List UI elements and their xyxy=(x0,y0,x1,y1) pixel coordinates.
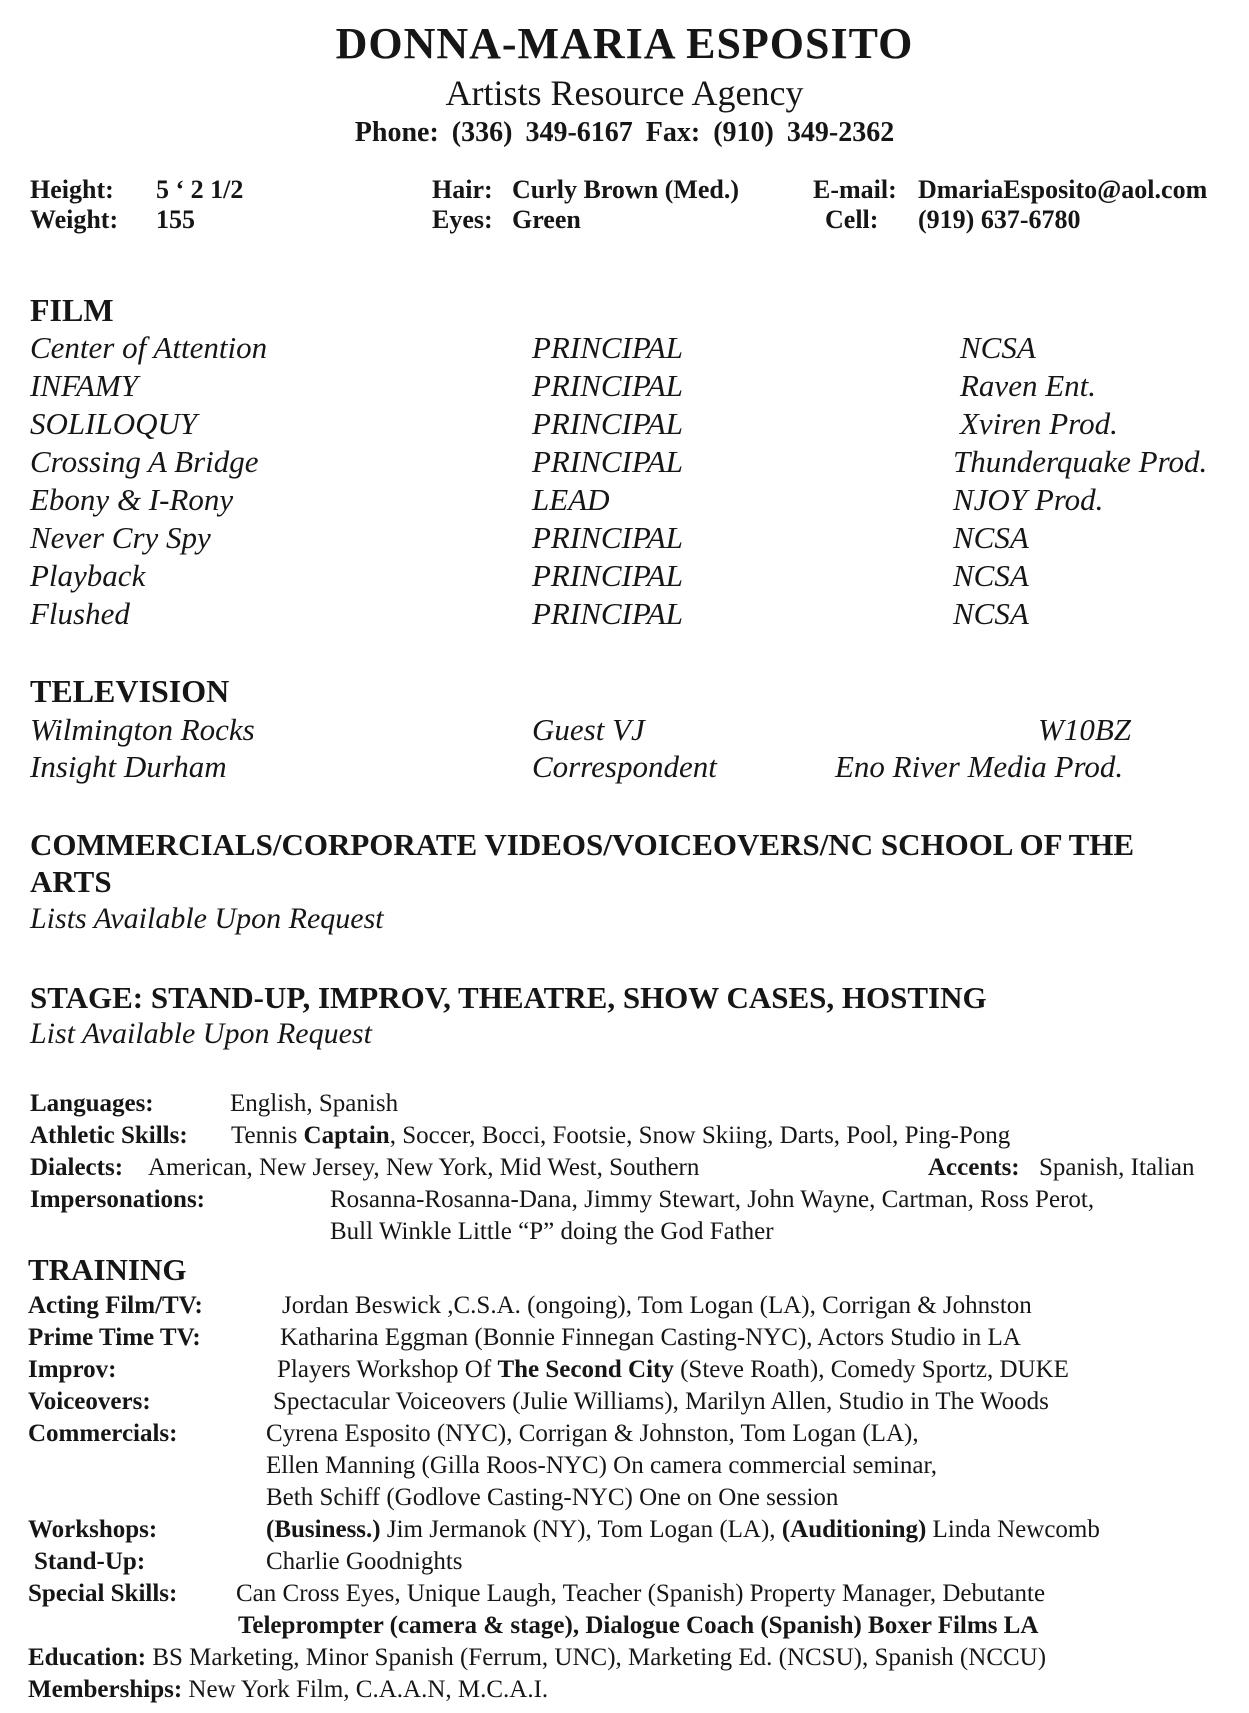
commercials-heading-continued: ARTS xyxy=(30,864,112,899)
special-skills-label: Special Skills: xyxy=(28,1580,178,1607)
special-skills-value-2: Teleprompter (camera & stage), Dialogue Coach (Spanish) Boxer Films LA xyxy=(238,1612,1039,1639)
cell-label: Cell: xyxy=(825,205,879,234)
memberships-row xyxy=(28,1676,548,1704)
agency-name: Artists Resource Agency xyxy=(445,73,804,113)
film-company: NJOY Prod. xyxy=(953,482,1104,517)
film-company: NCSA xyxy=(960,330,1036,365)
acting-label: Acting Film/TV: xyxy=(28,1292,203,1319)
film-role: PRINCIPAL xyxy=(532,444,683,479)
film-title: SOLILOQUY xyxy=(30,406,198,441)
film-role: PRINCIPAL xyxy=(532,406,683,441)
impersonations-label: Impersonations: xyxy=(30,1186,206,1213)
education-row xyxy=(28,1644,1046,1672)
height-label: Height: xyxy=(30,175,114,204)
athletic-captain: Captain xyxy=(303,1122,390,1149)
film-title: INFAMY xyxy=(30,368,138,403)
dialects-value: American, New Jersey, New York, Mid West, Southern xyxy=(148,1154,700,1181)
voiceovers-label: Voiceovers: xyxy=(28,1388,151,1415)
contact-line xyxy=(0,117,1249,149)
film-role: PRINCIPAL xyxy=(532,596,683,631)
film-title: Never Cry Spy xyxy=(30,520,211,555)
improv-second-city: The Second City xyxy=(497,1356,674,1383)
standup-value: Charlie Goodnights xyxy=(266,1548,463,1575)
hair-value: Curly Brown (Med.) xyxy=(512,175,740,204)
workshops-auditioning: (Auditioning) xyxy=(781,1516,927,1543)
education-value: BS Marketing, Minor Spanish (Ferrum, UNC), Marketing Ed. (NCSU), Spanish (NCCU) xyxy=(152,1644,1047,1671)
film-company: NCSA xyxy=(953,558,1029,593)
film-company: Thunderquake Prod. xyxy=(953,444,1208,479)
languages-value: English, Spanish xyxy=(230,1090,399,1117)
improv-text: Players Workshop Of xyxy=(277,1356,498,1383)
fax-number: (910) 349-2362 xyxy=(713,117,895,148)
improv-label: Improv: xyxy=(28,1356,117,1383)
athletic-label: Athletic Skills: xyxy=(30,1122,188,1149)
actor-name: DONNA-MARIA ESPOSITO xyxy=(335,19,914,68)
memberships-label: Memberships: xyxy=(28,1676,183,1703)
standup-label: Stand-Up: xyxy=(34,1548,146,1575)
film-company: NCSA xyxy=(953,520,1029,555)
height-value: 5 ‘ 2 1/2 xyxy=(156,175,244,204)
hair-label: Hair: xyxy=(432,175,493,204)
accents-value: Spanish, Italian xyxy=(1039,1154,1195,1181)
film-role: PRINCIPAL xyxy=(532,558,683,593)
email-label: E-mail: xyxy=(813,175,897,204)
commercials-training-value-3: Beth Schiff (Godlove Casting-NYC) One on One session xyxy=(266,1484,839,1511)
weight-label: Weight: xyxy=(30,205,119,234)
education-label: Education: xyxy=(28,1644,147,1671)
fax-label: Fax: xyxy=(645,117,701,148)
special-skills-value: Can Cross Eyes, Unique Laugh, Teacher (Spanish) Property Manager, Debutante xyxy=(236,1580,1046,1607)
commercials-training-value: Cyrena Esposito (NYC), Corrigan & Johnston, Tom Logan (LA), xyxy=(266,1420,919,1447)
accents-label: Accents: xyxy=(928,1154,1020,1181)
voiceovers-value: Spectacular Voiceovers (Julie Williams), Marilyn Allen, Studio in The Woods xyxy=(273,1388,1049,1415)
film-role: PRINCIPAL xyxy=(532,368,683,403)
tv-company: Eno River Media Prod. xyxy=(835,749,1124,784)
commercials-training-value-2: Ellen Manning (Gilla Roos-NYC) On camera commercial seminar, xyxy=(266,1452,938,1479)
tv-title: Insight Durham xyxy=(30,749,227,784)
cell-value: (919) 637-6780 xyxy=(918,205,1081,234)
dialects-label: Dialects: xyxy=(30,1154,124,1181)
film-role: PRINCIPAL xyxy=(532,520,683,555)
film-heading: FILM xyxy=(30,292,114,328)
stage-heading: STAGE: STAND-UP, IMPROV, THEATRE, SHOW CASES, HOSTING xyxy=(30,980,987,1015)
primetime-label: Prime Time TV: xyxy=(28,1324,201,1351)
training-heading: TRAINING xyxy=(28,1252,187,1287)
improv-value xyxy=(277,1356,1069,1384)
film-company: NCSA xyxy=(953,596,1029,631)
workshops-value xyxy=(266,1516,1100,1544)
commercials-heading: COMMERCIALS/CORPORATE VIDEOS/VOICEOVERS/NC SCHOOL OF THE xyxy=(30,827,1135,862)
eyes-value: Green xyxy=(512,205,581,234)
athletic-value xyxy=(231,1122,1010,1150)
film-title: Playback xyxy=(30,558,146,593)
workshops-text-rest: Linda Newcomb xyxy=(926,1516,1100,1543)
languages-label: Languages: xyxy=(30,1090,154,1117)
impersonations-value-continued: Bull Winkle Little “P” doing the God Father xyxy=(330,1218,774,1245)
film-role: PRINCIPAL xyxy=(532,330,683,365)
improv-text-rest: (Steve Roath), Comedy Sportz, DUKE xyxy=(673,1356,1069,1383)
film-role: LEAD xyxy=(532,482,610,517)
workshops-text: Jim Jermanok (NY), Tom Logan (LA), xyxy=(380,1516,782,1543)
phone-label: Phone: xyxy=(354,117,439,148)
primetime-value: Katharina Eggman (Bonnie Finnegan Casting-NYC), Actors Studio in LA xyxy=(280,1324,1021,1351)
film-company: Xviren Prod. xyxy=(960,406,1118,441)
stage-note: List Available Upon Request xyxy=(30,1017,372,1050)
tv-role: Correspondent xyxy=(532,749,717,784)
tv-company: W10BZ xyxy=(1038,712,1131,747)
phone-number: (336) 349-6167 xyxy=(451,117,633,148)
film-title: Ebony & I-Rony xyxy=(30,482,234,517)
film-title: Crossing A Bridge xyxy=(30,444,259,479)
tv-title: Wilmington Rocks xyxy=(30,712,255,747)
workshops-label: Workshops: xyxy=(28,1516,158,1543)
film-company: Raven Ent. xyxy=(960,368,1097,403)
commercials-training-label: Commercials: xyxy=(28,1420,178,1447)
film-title: Center of Attention xyxy=(30,330,268,365)
television-heading: TELEVISION xyxy=(30,673,230,709)
athletic-text-rest: , Soccer, Bocci, Footsie, Snow Skiing, Darts, Pool, Ping-Pong xyxy=(389,1122,1011,1149)
workshops-business: (Business.) xyxy=(266,1516,381,1543)
tv-role: Guest VJ xyxy=(532,712,645,747)
athletic-text: Tennis xyxy=(231,1122,304,1149)
commercials-note: Lists Available Upon Request xyxy=(30,902,384,935)
acting-value: Jordan Beswick ,C.S.A. (ongoing), Tom Logan (LA), Corrigan & Johnston xyxy=(282,1292,1032,1319)
eyes-label: Eyes: xyxy=(432,205,493,234)
impersonations-value: Rosanna-Rosanna-Dana, Jimmy Stewart, John Wayne, Cartman, Ross Perot, xyxy=(330,1186,1095,1213)
film-title: Flushed xyxy=(30,596,130,631)
email-value: DmariaEsposito@aol.com xyxy=(918,175,1208,204)
weight-value: 155 xyxy=(156,205,195,234)
memberships-value: New York Film, C.A.A.N, M.C.A.I. xyxy=(188,1676,549,1703)
